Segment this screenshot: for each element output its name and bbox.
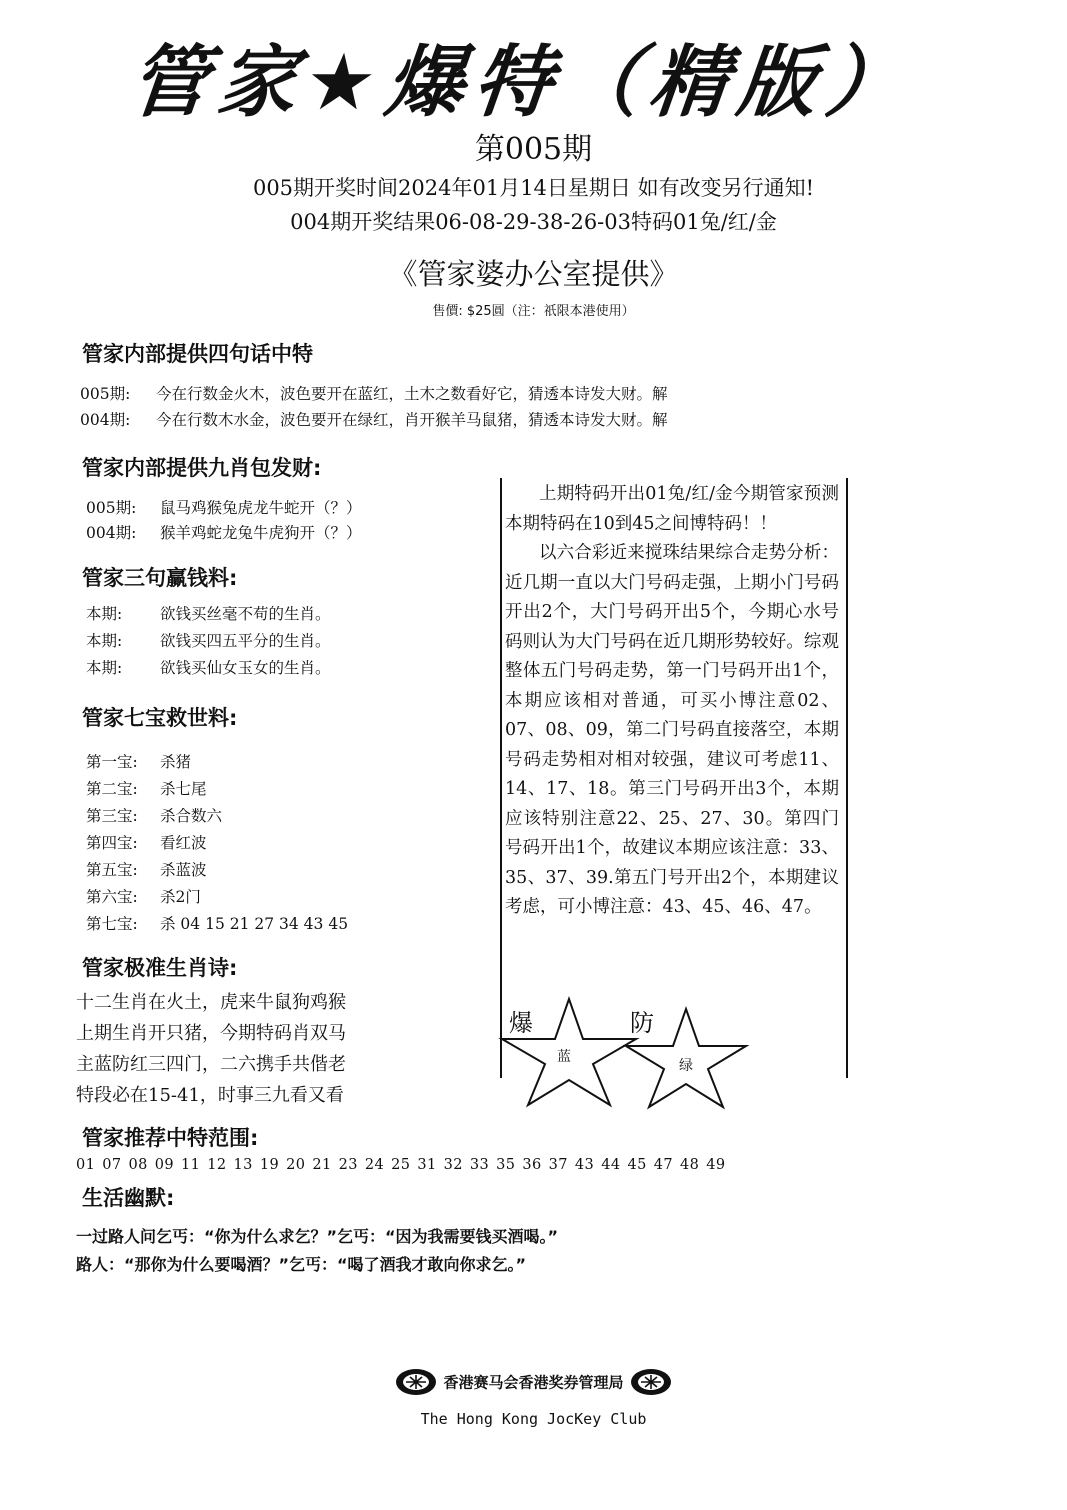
page-title: 管家★爆特（精版） bbox=[125, 38, 919, 128]
three-lines-row bbox=[86, 602, 331, 624]
row-text: 杀2门 bbox=[160, 888, 201, 906]
poem-heading: 管家极准生肖诗: bbox=[82, 956, 238, 980]
three-lines-row bbox=[86, 629, 331, 651]
row-label: 第一宝: bbox=[86, 753, 138, 771]
issue-number: 第005期 bbox=[474, 132, 593, 167]
star-left-text: 蓝 bbox=[557, 1049, 571, 1065]
row-label: 第六宝: bbox=[86, 888, 138, 906]
row-label: 本期: bbox=[86, 659, 123, 677]
row-label: 第七宝: bbox=[86, 915, 138, 933]
row-text: 杀猪 bbox=[160, 753, 192, 771]
four-lines-row bbox=[80, 408, 668, 430]
row-text: 欲钱买丝毫不苟的生肖。 bbox=[160, 605, 331, 623]
row-text: 杀七尾 bbox=[160, 780, 207, 798]
four-lines-row bbox=[80, 382, 668, 404]
provider-line: 《管家婆办公室提供》 bbox=[388, 257, 679, 291]
analysis-paragraph: 以六合彩近来搅珠结果综合走势分析：近几期一直以大门号码走强，上期小门号码开出2个，大门号码开出5个，今期心水号码则认为大门号码在近几期形势较好。综观整体五门号码走势，第一门号码开出1个，本期应该相对普通，可买小博注意02、07、08、09，第二门号码直接落空，本期号码走势相对相对较强，建议可考虑11、14、17、18。第三门号码开出3个，本期应该特别注意22、25、27、30。第四门号码开出1个，故建议本期应该注意：33、35、37、39.第五门号开出2个，本期建议考虑，可小博注意：43、45、46、47。 bbox=[505, 543, 839, 917]
treasure-row bbox=[86, 912, 348, 934]
treasure-row bbox=[86, 750, 191, 772]
three-lines-heading: 管家三句赢钱料: bbox=[82, 566, 238, 590]
footer-english-name: The Hong Kong JocKey Club bbox=[420, 1410, 647, 1428]
star-left-label: 爆 bbox=[509, 1009, 533, 1037]
row-text: 今在行数木水金，波色要开在绿红，肖开猴羊马鼠猪，猜透本诗发大财。解 bbox=[156, 411, 668, 429]
nine-zodiac-row bbox=[86, 496, 362, 518]
row-text: 杀合数六 bbox=[160, 807, 223, 825]
footer-org-name: 香港赛马会香港奖券管理局 bbox=[443, 1373, 624, 1392]
row-label: 本期: bbox=[86, 605, 123, 623]
range-heading: 管家推荐中特范围: bbox=[82, 1126, 259, 1150]
row-label: 004期: bbox=[86, 524, 137, 542]
poem-line: 十二生肖在火土，虎来牛鼠狗鸡猴 bbox=[76, 992, 346, 1013]
jockey-club-logo-icon bbox=[629, 1367, 673, 1397]
row-label: 第三宝: bbox=[86, 807, 138, 825]
poem-line: 上期生肖开只猪，今期特码肖双马 bbox=[76, 1023, 346, 1044]
analysis-paragraph: 上期特码开出01兔/红/金今期管家预测本期特码在10到45之间博特码！！ bbox=[505, 484, 839, 534]
treasure-row bbox=[86, 885, 201, 907]
joke-line: 一过路人问乞丐：“你为什么求乞？”乞丐：“因为我需要钱买酒喝。” bbox=[76, 1227, 559, 1246]
row-text: 今在行数金火木，波色要开在蓝红，土木之数看好它，猜透本诗发大财。解 bbox=[156, 385, 668, 403]
poem-line: 特段必在15-41，时事三九看又看 bbox=[76, 1085, 344, 1106]
row-label: 第五宝: bbox=[86, 861, 138, 879]
star-right-text: 绿 bbox=[679, 1058, 693, 1074]
row-text: 欲钱买仙女玉女的生肖。 bbox=[160, 659, 331, 677]
row-text: 看红波 bbox=[160, 834, 207, 852]
three-lines-row bbox=[86, 656, 331, 678]
star-right-label: 防 bbox=[630, 1009, 654, 1037]
humor-heading: 生活幽默: bbox=[82, 1186, 175, 1210]
nine-zodiac-heading: 管家内部提供九肖包发财: bbox=[82, 456, 322, 480]
treasure-row bbox=[86, 804, 222, 826]
draw-time: 005期开奖时间2024年01月14日星期日 如有改变另行通知! bbox=[252, 176, 815, 200]
footer-org bbox=[0, 1367, 1067, 1397]
price-line: 售價: $25圓（注：祇限本港使用） bbox=[432, 304, 635, 319]
row-label: 第四宝: bbox=[86, 834, 138, 852]
treasure-row bbox=[86, 831, 207, 853]
row-text: 猴羊鸡蛇龙兔牛虎狗开（？） bbox=[160, 524, 362, 542]
last-result: 004期开奖结果06-08-29-38-26-03特码01兔/红/金 bbox=[290, 210, 777, 234]
analysis-text bbox=[505, 480, 839, 923]
row-label: 第二宝: bbox=[86, 780, 138, 798]
row-text: 鼠马鸡猴兔虎龙牛蛇开（？） bbox=[160, 499, 362, 517]
row-label: 005期: bbox=[86, 499, 137, 517]
row-text: 杀 04 15 21 27 34 43 45 bbox=[160, 915, 349, 933]
row-text: 欲钱买四五平分的生肖。 bbox=[160, 632, 331, 650]
nine-zodiac-row bbox=[86, 521, 362, 543]
four-lines-heading: 管家内部提供四句话中特 bbox=[82, 342, 313, 366]
row-label: 004期: bbox=[80, 411, 131, 429]
treasure-row bbox=[86, 777, 207, 799]
joke-line: 路人：“那你为什么要喝酒？”乞丐：“喝了酒我才敢向你求乞。” bbox=[76, 1255, 527, 1274]
poem-line: 主蓝防红三四门，二六携手共偕老 bbox=[76, 1054, 346, 1075]
jockey-club-logo-icon bbox=[394, 1367, 438, 1397]
range-numbers: 01 07 08 09 11 12 13 19 20 21 23 24 25 31 32 33 35 36 37 43 44 45 47 48 49 bbox=[76, 1157, 726, 1173]
treasure-row bbox=[86, 858, 207, 880]
row-text: 杀蓝波 bbox=[160, 861, 207, 879]
seven-treasures-heading: 管家七宝救世料: bbox=[82, 706, 238, 730]
row-label: 本期: bbox=[86, 632, 123, 650]
row-label: 005期: bbox=[80, 385, 131, 403]
